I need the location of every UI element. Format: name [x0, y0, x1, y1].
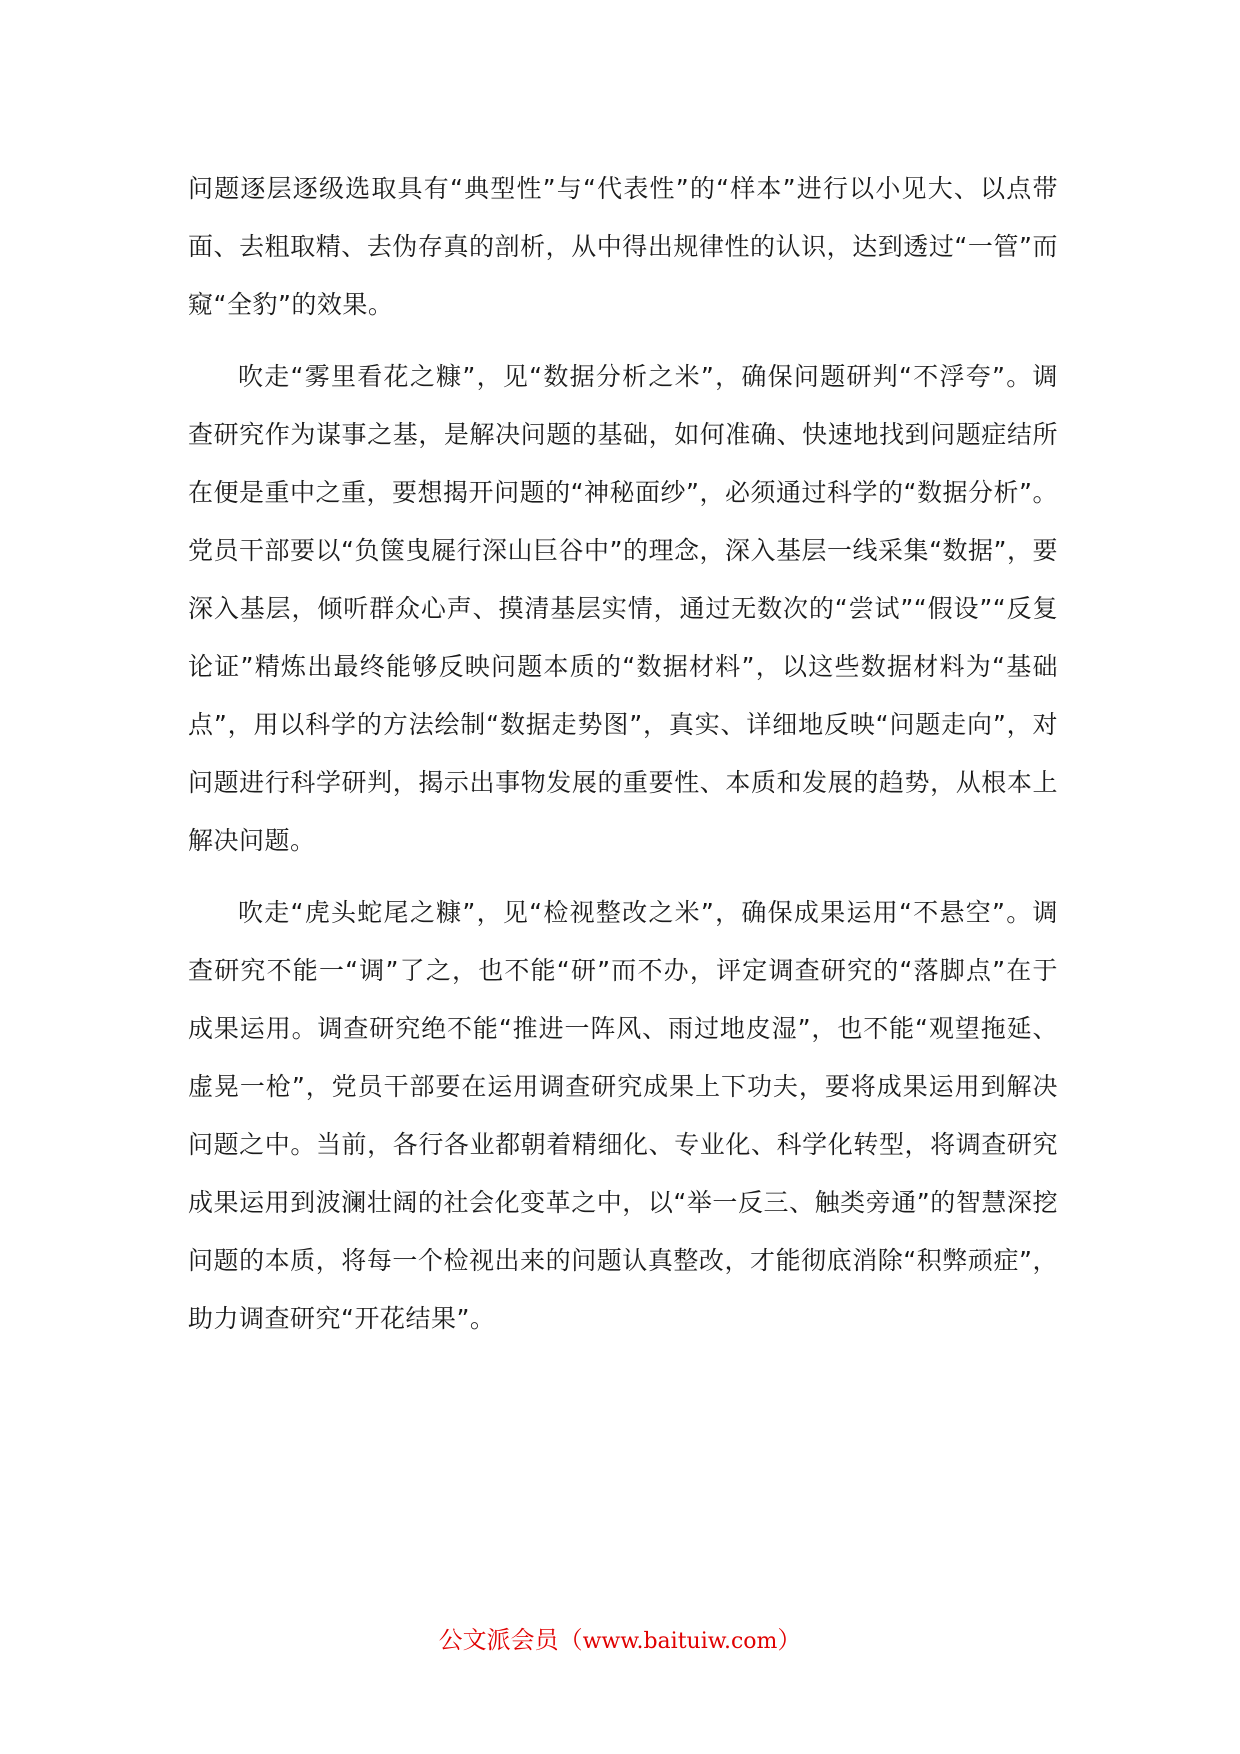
footer-close-paren: ） [777, 1626, 802, 1654]
footer-brand: 公文派会员（ [438, 1626, 583, 1654]
paragraph-continuation: 问题逐层逐级选取具有“典型性”与“代表性”的“样本”进行以小见大、以点带面、去粗取精、去伪存真的剖析，从中得出规律性的认识，达到透过“一管”而窥“全豹”的效果。 [188, 174, 1058, 319]
footer-site-link[interactable]: www.baituiw.com [582, 1629, 778, 1654]
paragraph-rectification: 吹走“虎头蛇尾之糠”，见“检视整改之米”，确保成果运用“不悬空”。调查研究不能一“调”了之，也不能“研”而不办，评定调查研究的“落脚点”在于成果运用。调查研究绝不能“推进一阵风、雨过地皮湿”，也不能“观望拖延、虚晃一枪”，党员干部要在运用调查研究成果上下功夫，要将成果运用到解决问题之中。当前，各行各业都朝着精细化、专业化、科学化转型，将调查研究成果运用到波澜壮阔的社会化变革之中，以“举一反三、触类旁通”的智慧深挖问题的本质，将每一个检视出来的问题认真整改，才能彻底消除“积弊顽症”，助力调查研究“开花结果”。 [188, 898, 1058, 1333]
watermark-footer [0, 1620, 1240, 1655]
document-body [188, 160, 1058, 1362]
paragraph-data-analysis: 吹走“雾里看花之糠”，见“数据分析之米”，确保问题研判“不浮夸”。调查研究作为谋事之基，是解决问题的基础，如何准确、快速地找到问题症结所在便是重中之重，要想揭开问题的“神秘面纱”，必须通过科学的“数据分析”。党员干部要以“负箧曳屣行深山巨谷中”的理念，深入基层一线采集“数据”，要深入基层，倾听群众心声、摸清基层实情，通过无数次的“尝试”“假设”“反复论证”精炼出最终能够反映问题本质的“数据材料”，以这些数据材料为“基础点”，用以科学的方法绘制“数据走势图”，真实、详细地反映“问题走向”，对问题进行科学研判，揭示出事物发展的重要性、本质和发展的趋势，从根本上解决问题。 [188, 362, 1058, 855]
